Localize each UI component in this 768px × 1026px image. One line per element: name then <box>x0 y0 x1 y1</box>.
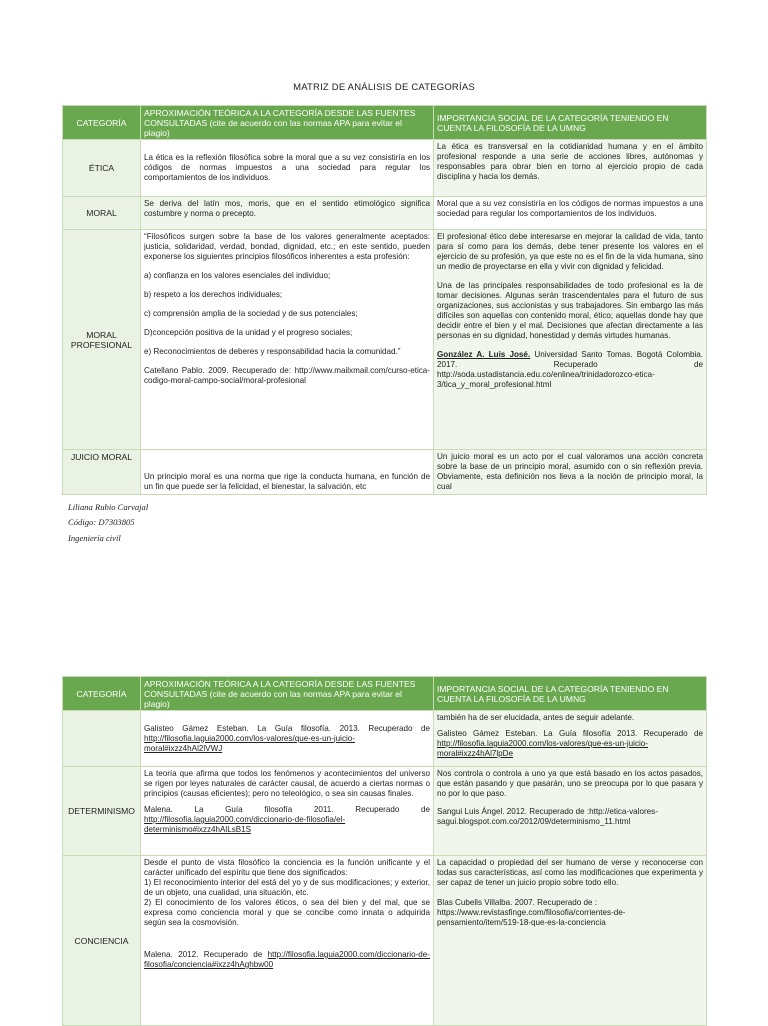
row-etica <box>63 140 707 197</box>
aprox-determinismo-text: La teoría que afirma que todos los fenómenos y acontecimientos del universo se rigen por leyes naturales de carácter causal, de acuerdo a ciertas normas o principios (causas eficientes); pero no teleológico, o sea sin causas finales. <box>144 769 430 798</box>
aprox-item-a: a) confianza en los valores esenciales del individuo; <box>144 271 331 280</box>
aprox-determinismo-ref <box>144 805 430 835</box>
category-moral-profesional: MORAL PROFESIONAL <box>63 230 141 450</box>
document-title: MATRIZ DE ANÁLISIS DE CATEGORÍAS <box>293 82 475 93</box>
aprox-conciencia-ref-text: Malena. 2012. Recuperado de <box>144 950 268 959</box>
category-matrix-table-1 <box>62 105 707 495</box>
header-categoria: CATEGORÍA <box>63 106 141 140</box>
category-continuation <box>63 711 141 767</box>
importancia-reference <box>437 350 703 390</box>
importancia-continuation-ref-text: Galisteo Gámez Esteban. La Guía filosofía 2013. Recuperado de <box>437 729 703 738</box>
importancia-continuation-ref <box>437 729 703 759</box>
aprox-reference: Catellano Pablo. 2009. Recuperado de: http://www.mailxmail.com/curso-etica-codigo-moral-campo-social/moral-profesional <box>144 366 430 385</box>
reference-author: González A. Luis José. <box>437 350 531 359</box>
aprox-moral: Se deriva del latín mos, moris, que en el sentido etimológico significa costumbre y norma o precepto. <box>141 197 434 230</box>
importancia-moral: Moral que a su vez consistiría en los códigos de normas impuestos a una sociedad para regular los comportamientos de los individuos. <box>434 197 707 230</box>
row-determinismo <box>63 767 707 856</box>
reference-details: Universidad Santo Tomas. Bogotá Colombia. 2017. Recuperado de http://soda.ustadistancia.edu.co/enlinea/trinidadorozco-etica-3/tica_y_moral_profesional.html <box>437 350 703 389</box>
importancia-paragraph-2: Una de las principales responsabilidades de todo profesional es la de tomar decisiones. Algunas serán trascendentales para el futuro de sus organizaciones, sus accionistas y sus trabajadores. Sin embargo las más difíciles son aquellas con contenido moral, ético; aquellas donde hay que decidir entre el bien y el mal. Decisiones que afectan directamente a las personas en su dignidad, honestidad y demás virtudes humanas. <box>437 281 703 340</box>
importancia-conciencia-ref: Blas Cubells Villalba. 2007. Recuperado de : https://www.revistasfinge.com/filosofia/corrientes-de-pensamiento/item/519-18-que-es-la-conciencia <box>437 898 626 927</box>
category-matrix-table-2 <box>62 676 707 1026</box>
aprox-determinismo-ref-text: Malena. La Guía filosofía 2011. Recuperado de <box>144 805 430 814</box>
importancia-continuation-text: también ha de ser elucidada, antes de seguir adelante. <box>437 713 635 722</box>
aprox-conciencia-ref <box>144 950 430 970</box>
category-etica: ÉTICA <box>63 140 141 197</box>
aprox-conciencia-link[interactable]: http://filosofia.laguia2000.com/diccionario-de-filosofia/conciencia#ixzz4hAghbw00 <box>144 950 430 969</box>
aprox-continuation-link[interactable]: http://filosofia.laguia2000.com/los-valores/que-es-un-juicio-moral#ixzz4hAl2lVWJ <box>144 733 355 753</box>
aprox-item-b: b) respeto a los derechos individuales; <box>144 290 283 299</box>
category-moral: MORAL <box>63 197 141 230</box>
aprox-item-c: c) comprensión amplia de la sociedad y de sus potenciales; <box>144 309 358 318</box>
aprox-item-e: e) Reconocimientos de deberes y responsabilidad hacia la comunidad.” <box>144 347 401 356</box>
aprox-juicio-moral: Un principio moral es una norma que rige la conducta humana, en función de un fin que puede ser la felicidad, el bienestar, la salvación, etc <box>141 450 434 495</box>
aprox-conciencia-p2: 1) El reconocimiento interior del está del yo y de sus modificaciones; y exterior, de un objeto, una cualidad, una situación, etc. <box>144 878 430 897</box>
importancia-continuation <box>434 711 707 767</box>
aprox-conciencia-p3: 2) El conocimiento de los valores éticos, o sea del bien y del mal, que se expresa como conciencia moral y que se concibe como innata o adquirida según sea la cosmovisión. <box>144 898 430 927</box>
aprox-item-d: D)concepción positiva de la unidad y el progreso sociales; <box>144 328 353 337</box>
aprox-moral-profesional <box>141 230 434 450</box>
student-code: Código: D7303805 <box>68 517 135 527</box>
student-name: Liliana Rubio Carvajal <box>68 502 149 512</box>
row-conciencia <box>63 856 707 1026</box>
row-juicio-moral <box>63 450 707 495</box>
importancia-juicio-moral: Un juicio moral es un acto por el cual valoramos una acción concreta sobre la base de un principio moral, asumido con o sin reflexión previa. Obviamente, esta definición nos lleva a la noción de principio moral, la cual <box>434 450 707 495</box>
category-conciencia: CONCIENCIA <box>63 856 141 1026</box>
student-program: Ingeniería civil <box>68 533 121 543</box>
aprox-conciencia-p1: Desde el punto de vista filosófico la conciencia es la función unificante y el carácter unificado del espíritu que tiene dos significados: <box>144 858 430 877</box>
aprox-continuation <box>141 711 434 767</box>
row-moral <box>63 197 707 230</box>
importancia-conciencia <box>434 856 707 1026</box>
category-determinismo: DETERMINISMO <box>63 767 141 856</box>
aprox-etica: La ética es la reflexión filosófica sobre la moral que a su vez consistiría en los códigos de normas impuestos a una sociedad para regular los comportamientos de los individuos. <box>141 140 434 197</box>
importancia-determinismo-text: Nos controla o controla a uno ya que está basado en los actos pasados, que están pasando y que pasarán, uno se preocupa por lo que pasara y no por lo que paso. <box>437 769 703 798</box>
row-continuation <box>63 711 707 767</box>
header-importancia: IMPORTANCIA SOCIAL DE LA CATEGORÍA TENIENDO EN CUENTA LA FILOSOFÍA DE LA UMNG <box>434 106 707 140</box>
importancia-continuation-link[interactable]: http://filosofia.laguia2000.com/los-valores/que-es-un-juicio-moral#ixzz4hAl7lpDe <box>437 739 648 758</box>
header-importancia-2: IMPORTANCIA SOCIAL DE LA CATEGORÍA TENIENDO EN CUENTA LA FILOSOFÍA DE LA UMNG <box>434 677 707 711</box>
aprox-continuation-text: Galisteo Gámez Esteban. La Guía filosofía. 2013. Recuperado de <box>144 723 430 733</box>
header-aproximacion: APROXIMACIÓN TEÓRICA A LA CATEGORÍA DESDE LAS FUENTES CONSULTADAS (cite de acuerdo con las normas APA para evitar el plagio) <box>141 106 434 140</box>
importancia-conciencia-text: La capacidad o propiedad del ser humano de verse y reconocerse con todas sus características, así como las modificaciones que experimenta y ser capaz de tener un juicio propio sobre todo ello. <box>437 858 703 887</box>
row-moral-profesional <box>63 230 707 450</box>
importancia-etica: La ética es transversal en la cotidianidad humana y en el ámbito profesional responde a una serie de acciones libres, autónomas y responsables para obrar bien en torno al ejercicio propio de cada disciplina y hacia los demás. <box>434 140 707 197</box>
header-aproximacion-2: APROXIMACIÓN TEÓRICA A LA CATEGORÍA DESDE LAS FUENTES CONSULTADAS (cite de acuerdo con las normas APA para evitar el plagio) <box>141 677 434 711</box>
importancia-moral-profesional <box>434 230 707 450</box>
aprox-intro: “Filosóficos surgen sobre la base de los valores generalmente aceptados: justicia, solidaridad, verdad, bondad, dignidad, etc.; en este sentido, pueden exponerse los siguientes principios filosóficos inherentes a esta profesión: <box>144 232 430 261</box>
header-row-2 <box>63 677 707 711</box>
header-row <box>63 106 707 140</box>
aprox-conciencia <box>141 856 434 1026</box>
importancia-paragraph-1: El profesional ético debe interesarse en mejorar la calidad de vida, tanto para sí como para los demás, debe tener presente los valores en el ejercicio de su profesión, ya que este no es el fin de la vida humana, sino un medio de proyectarse en ella y vivir con dignidad y felicidad. <box>437 232 703 271</box>
header-categoria-2: CATEGORÍA <box>63 677 141 711</box>
aprox-determinismo <box>141 767 434 856</box>
category-juicio-moral: JUICIO MORAL <box>63 450 141 495</box>
aprox-determinismo-link[interactable]: http://filosofia.laguia2000.com/diccionario-de-filosofia/el-determinismo#ixzz4hAlLsB1S <box>144 815 346 834</box>
importancia-determinismo-ref: Sangui Luis Ángel. 2012. Recuperado de :http://etica-valores-sagui.blogspot.com.co/2012/09/determinismo_11.html <box>437 807 658 826</box>
importancia-determinismo <box>434 767 707 856</box>
